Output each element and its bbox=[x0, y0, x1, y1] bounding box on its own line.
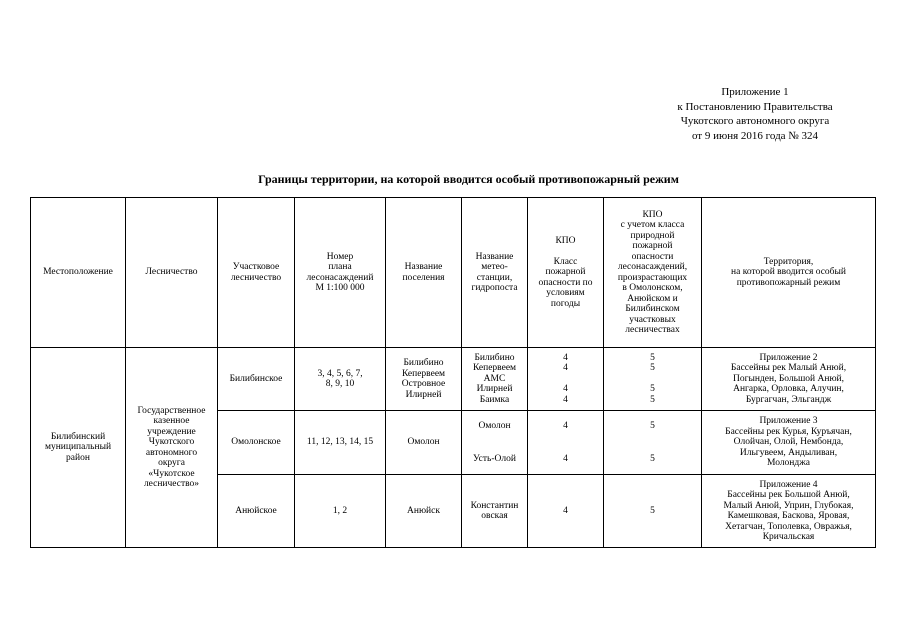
cell-line: Номер bbox=[326, 251, 354, 262]
district-cell: Анюйское bbox=[218, 475, 295, 548]
cell-line: в Омолонском, bbox=[622, 283, 683, 293]
settlements-cell bbox=[386, 348, 462, 411]
cell-line: Класс bbox=[553, 256, 578, 267]
cell-line: Баимка bbox=[479, 394, 510, 405]
cell-line: Приложение 4 bbox=[759, 479, 818, 490]
cell-line: пожарной bbox=[632, 241, 673, 251]
cell-line: станции, bbox=[476, 272, 513, 283]
cell-line: противопожарный режим bbox=[736, 277, 841, 288]
cell-line: лесонасаждений, bbox=[617, 262, 688, 272]
cell-line: Камешковая, Баскова, Яровая, bbox=[727, 511, 850, 521]
cell-line: «Чукотское bbox=[148, 468, 195, 479]
cell-line bbox=[530, 246, 601, 257]
kpo-cell bbox=[528, 475, 604, 548]
header-row bbox=[31, 198, 876, 348]
cell-line: Олойчан, Олой, Нембонда, bbox=[733, 437, 844, 448]
cell-line: 4 bbox=[563, 352, 568, 363]
cell-line: 8, 9, 10 bbox=[325, 379, 355, 389]
cell-line: 1, 2 bbox=[332, 505, 348, 516]
cell-line: 4 bbox=[563, 453, 568, 464]
cell-line: на которой вводится особый bbox=[731, 267, 846, 278]
appendix-line: к Постановлению Правительства bbox=[677, 100, 833, 113]
header-location: Местоположение bbox=[31, 198, 126, 348]
cell-line: 4 bbox=[563, 384, 568, 395]
cell-line: Усть-Олой bbox=[473, 453, 516, 464]
settlements-cell bbox=[386, 475, 462, 548]
district-cell: Билибинское bbox=[218, 348, 295, 411]
cell-line: овская bbox=[481, 511, 508, 521]
cell-line: опасности bbox=[631, 251, 674, 262]
appendix-line: от 9 июня 2016 года № 324 bbox=[691, 129, 819, 142]
cell-line: 4 bbox=[563, 421, 568, 431]
cell-line: Анюйском и bbox=[627, 293, 678, 304]
header-kpo-natural bbox=[604, 198, 702, 348]
plans-cell bbox=[295, 475, 386, 548]
cell-line: КПО bbox=[555, 235, 576, 246]
cell-line: 5 bbox=[650, 505, 655, 516]
cell-line: 11, 12, 13, 14, 15 bbox=[306, 437, 374, 448]
cell-line: Название bbox=[404, 262, 443, 272]
plans-cell bbox=[295, 411, 386, 475]
cell-line: 4 bbox=[563, 363, 568, 374]
cell-line: Хетагчан, Тополевка, Овражья, bbox=[725, 521, 852, 532]
cell-line: Ангарка, Орловка, Алучин, bbox=[733, 384, 844, 395]
cell-line: 5 bbox=[650, 394, 655, 405]
cell-line: Кричальская bbox=[762, 532, 815, 542]
cell-line: 5 bbox=[650, 421, 655, 431]
cell-line: Бассейны рек Курья, Куръячан, bbox=[725, 426, 852, 437]
header-territory bbox=[702, 198, 876, 348]
cell-line: опасности по bbox=[538, 277, 593, 288]
cell-line: КПО bbox=[642, 209, 663, 220]
cell-line: 4 bbox=[563, 505, 568, 516]
cell-line: Билибино bbox=[403, 358, 444, 368]
district-cell: Омолонское bbox=[218, 411, 295, 475]
cell-line: АМС bbox=[483, 373, 506, 384]
cell-line: Приложение 2 bbox=[759, 352, 818, 363]
header-station bbox=[462, 198, 528, 348]
cell-line: Ильгувеем, Андыливан, bbox=[739, 447, 838, 458]
cell-line: участковых bbox=[629, 314, 676, 325]
cell-line: М 1:100 000 bbox=[315, 283, 365, 293]
cell-line: произрастающих bbox=[617, 272, 688, 283]
cell-line: автономного bbox=[145, 447, 198, 458]
plans-cell bbox=[295, 348, 386, 411]
cell-line: 5 bbox=[650, 363, 655, 374]
location-cell bbox=[31, 348, 126, 548]
header-plan-number bbox=[295, 198, 386, 348]
cell-line: 5 bbox=[650, 384, 655, 395]
cell-line bbox=[606, 374, 699, 385]
cell-line: Анюйск bbox=[407, 505, 440, 516]
appendix-header bbox=[600, 85, 905, 143]
cell-line: Бассейны рек Большой Анюй, bbox=[727, 490, 850, 500]
cell-line bbox=[530, 374, 601, 385]
kpo-natural-cell bbox=[604, 475, 702, 548]
cell-line: природной bbox=[630, 230, 675, 241]
forestry-cell bbox=[126, 348, 218, 548]
kpo-natural-cell bbox=[604, 411, 702, 475]
cell-line: Приложение 3 bbox=[759, 416, 818, 427]
cell-line: Погынден, Большой Анюй, bbox=[732, 373, 845, 384]
header-settlement bbox=[386, 198, 462, 348]
stations-cell bbox=[462, 348, 528, 411]
cell-line: поселения bbox=[402, 272, 445, 283]
cell-line: казенное bbox=[153, 416, 190, 426]
cell-line: Малый Анюй, Уприн, Глубокая, bbox=[723, 500, 854, 511]
cell-line: метео- bbox=[481, 262, 508, 272]
territory-table bbox=[30, 197, 876, 548]
cell-line: Бургагчан, Эльгандж bbox=[745, 394, 832, 405]
cell-line: Кепервеем bbox=[401, 368, 446, 379]
table-row bbox=[31, 348, 876, 411]
cell-line: Билибинском bbox=[625, 304, 680, 314]
cell-line: погоды bbox=[550, 298, 581, 309]
cell-line: Кепервеем bbox=[472, 363, 517, 374]
territory-cell bbox=[702, 475, 876, 548]
cell-line: лесничествах bbox=[625, 325, 680, 335]
kpo-cell bbox=[528, 348, 604, 411]
territory-cell bbox=[702, 411, 876, 475]
cell-line: Илирней bbox=[405, 389, 442, 400]
cell-line: Билибино bbox=[474, 352, 515, 363]
stations-cell bbox=[462, 475, 528, 548]
cell-line: учреждение bbox=[147, 426, 196, 437]
cell-line: плана bbox=[328, 262, 352, 272]
document-title-text: Границы территории, на которой вводится особый противопожарный режим bbox=[258, 172, 679, 186]
cell-line: Илирней bbox=[476, 384, 513, 395]
cell-line: с учетом класса bbox=[620, 220, 685, 230]
kpo-natural-cell bbox=[604, 348, 702, 411]
cell-line: 3, 4, 5, 6, 7, bbox=[317, 368, 363, 379]
cell-line: гидропоста bbox=[471, 283, 518, 293]
cell-line: лесонасаждений bbox=[306, 272, 374, 283]
cell-line: Омолон bbox=[407, 437, 440, 448]
header-forestry: Лесничество bbox=[126, 198, 218, 348]
cell-line: Омолон bbox=[478, 421, 511, 431]
cell-line: 4 bbox=[563, 394, 568, 405]
cell-line: Островное bbox=[401, 379, 446, 389]
cell-line: пожарной bbox=[545, 267, 586, 278]
cell-line: Название bbox=[475, 251, 514, 262]
kpo-cell bbox=[528, 411, 604, 475]
cell-line: Чукотского bbox=[148, 437, 195, 447]
appendix-line: Чукотского автономного округа bbox=[680, 115, 830, 127]
cell-line: Билибинский bbox=[50, 431, 106, 442]
cell-line: Государственное bbox=[137, 405, 206, 416]
document-title bbox=[0, 172, 905, 187]
header-kpo bbox=[528, 198, 604, 348]
cell-line: муниципальный bbox=[44, 442, 112, 453]
territory-cell bbox=[702, 348, 876, 411]
cell-line: Бассейны рек Малый Анюй, bbox=[730, 363, 847, 374]
cell-line: 5 bbox=[650, 453, 655, 464]
cell-line: Константин bbox=[470, 500, 519, 511]
cell-line: лесничество» bbox=[143, 479, 200, 489]
cell-line: Молонджа bbox=[766, 458, 811, 469]
stations-cell bbox=[462, 411, 528, 475]
cell-line: Территория, bbox=[763, 256, 814, 267]
appendix-line: Приложение 1 bbox=[721, 86, 789, 98]
cell-line: округа bbox=[158, 458, 185, 468]
cell-line: 5 bbox=[650, 352, 655, 363]
settlements-cell bbox=[386, 411, 462, 475]
header-district-forestry: Участковое лесничество bbox=[218, 198, 295, 348]
cell-line: район bbox=[66, 452, 90, 463]
cell-line: условиям bbox=[546, 288, 585, 299]
